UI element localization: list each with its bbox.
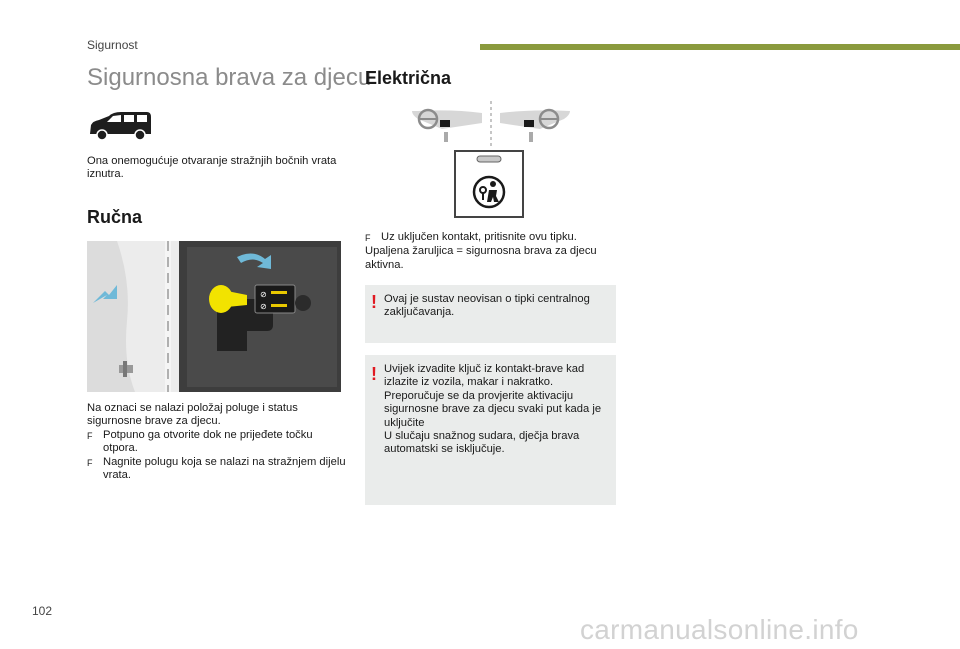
- section-label: Sigurnost: [87, 38, 138, 52]
- child-lock-switch-image: [454, 150, 524, 218]
- page-title: Sigurnosna brava za djecu: [87, 64, 372, 91]
- warning-2-line-1: Uvijek izvadite ključ iz kontakt-brave kad izlazite iz vozila, makar i nakratko.: [384, 363, 585, 389]
- door-child-lock-lever-image: [87, 241, 341, 392]
- manual-description: Na oznaci se nalazi položaj poluge i status sigurnosne brave za djecu.: [87, 402, 298, 428]
- bullet-icon: F: [87, 430, 93, 441]
- manual-step-1-text: Potpuno ga otvorite dok ne prijeđete točku otpora.: [103, 428, 313, 455]
- warning-2-line-3: U slučaju snažnog sudara, dječja brava automatski se isključuje.: [384, 430, 580, 456]
- electric-step-text: Uz uključen kontakt, pritisnite ovu tipku.: [381, 231, 577, 243]
- bullet-icon: F: [365, 233, 371, 243]
- electric-step-note: Upaljena žaruljica = sigurnosna brava za djecu aktivna.: [365, 245, 597, 271]
- warning-1-text: Ovaj je sustav neovisan o tipki centralnog zaključavanja.: [384, 293, 590, 319]
- svg-text:⊘: ⊘: [260, 290, 267, 299]
- van-silhouette-icon: [87, 108, 153, 142]
- page-number: 102: [32, 604, 53, 618]
- electric-heading: Električna: [365, 68, 452, 88]
- warning-box-2: [365, 355, 616, 505]
- electric-instructions: [365, 231, 620, 272]
- manual-step-1: [87, 429, 347, 456]
- warning-icon: !: [371, 364, 377, 384]
- bullet-icon: F: [87, 457, 93, 468]
- svg-text:⊘: ⊘: [260, 302, 267, 311]
- warning-2-text: [384, 363, 608, 457]
- manual-instructions: [87, 402, 347, 482]
- warning-2-line-2: Preporučuje se da provjerite aktivaciju sigurnosne brave za djecu svaki put kada je uključite: [384, 389, 602, 429]
- header-accent-bar: [480, 44, 960, 50]
- watermark: carmanualsonline.info: [580, 614, 859, 645]
- dashboard-button-location-image: [412, 101, 570, 147]
- electric-step: [365, 231, 620, 245]
- manual-step-2: [87, 456, 347, 483]
- intro-text: Ona onemogućuje otvaranje stražnjih bočnih vrata iznutra.: [87, 155, 337, 181]
- manual-step-2-text: Nagnite polugu koja se nalazi na stražnjem dijelu vrata.: [103, 455, 346, 482]
- warning-icon: !: [371, 292, 377, 312]
- warning-box-1: [365, 285, 616, 343]
- manual-heading: Ručna: [87, 207, 143, 227]
